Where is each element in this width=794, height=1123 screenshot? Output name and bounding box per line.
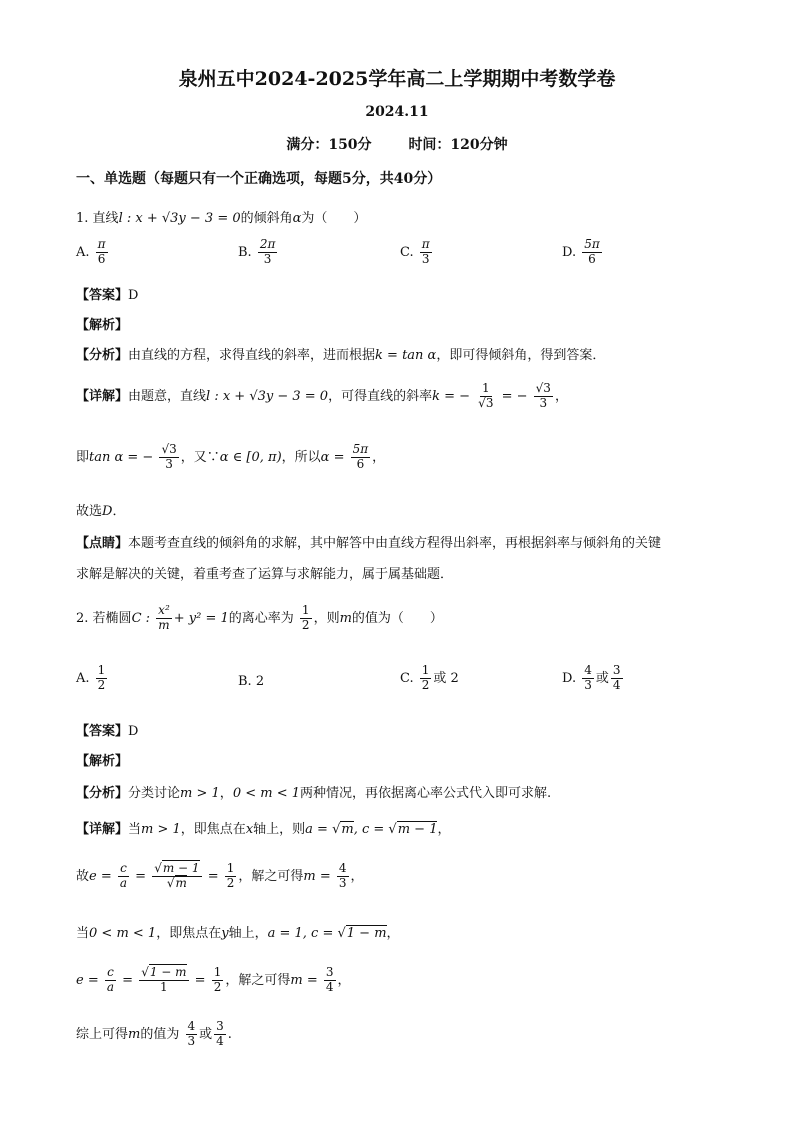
q1-answer: 【答案】D — [76, 288, 139, 303]
score-time-line — [0, 134, 794, 154]
q1-option-d: D. $\frac{5\pi}{6}$ — [562, 237, 600, 266]
q2-conclusion: 综上可得m的值为 $\frac{4}{3}$ 或 $\frac{3}{4}$ . — [76, 1019, 232, 1048]
q2-detail-line2: 故e = $\frac{c}{a}$ = $\frac{√m - 1}{√m}$ = $\frac{1}{2}$ ，解之可得m = $\frac{4}{3}$ ， — [76, 861, 364, 890]
q2-answer: 【答案】D — [76, 724, 139, 739]
q2-option-a: A. $\frac{1}{2}$ — [76, 663, 106, 692]
q1-stem: 1. 直线l : x + √3y − 3 = 0的倾斜角α为（ ） — [76, 211, 367, 226]
q2-detail-line4: e = $\frac{c}{a}$ = $\frac{√1 - m}{1}$ = $\frac{1}{2}$ ，解之可得m = $\frac{3}{4}$ ， — [76, 965, 351, 994]
q2-option-b: B. 2 — [238, 674, 265, 689]
q2-detail-line3: 当0 < m < 1，即焦点在y轴上，a = 1, c = √1 − m， — [76, 926, 400, 941]
q1-option-b: B. $\frac{2\pi}{3}$ — [238, 237, 276, 266]
q1-choose: 故选D． — [76, 504, 126, 519]
q1-option-a: A. $\frac{\pi}{6}$ — [76, 237, 106, 266]
exam-time: 时间：120分钟 — [408, 137, 508, 153]
exam-date: 2024.11 — [365, 104, 429, 120]
q2-analysis-tag: 【解析】 — [76, 754, 129, 769]
q1-comment-line2: 求解是解决的关键，着重考查了运算与求解能力，属于属基础题． — [76, 567, 454, 582]
q1-detail: 【详解】由题意，直线l : x + √3y − 3 = 0，可得直线的斜率k = − $\frac{1}{√3}$ = − $\frac{√3}{3}$ ， — [76, 381, 568, 410]
q1-detail-line2: 即tan α = − $\frac{√3}{3}$ ，又∵α ∈ [0, π)，所以α = $\frac{5\pi}{6}$ ， — [76, 442, 386, 471]
q2-stem: 2. 若椭圆C : $\frac{\text{x²}}{m}$ + y² = 1的离心率为 $\frac{1}{2}$ ，则m的值为（ ） — [76, 603, 443, 632]
full-score: 满分：150分 — [286, 137, 372, 153]
page-title: 泉州五中2024-2025学年高二上学期期中考数学卷 — [178, 68, 616, 90]
q1-fenxi: 【分析】由直线的方程，求得直线的斜率，进而根据k = tan α，即可得倾斜角，得到答案． — [76, 348, 606, 363]
q1-analysis-tag: 【解析】 — [76, 318, 129, 333]
q1-comment: 【点睛】本题考查直线的倾斜角的求解，其中解答中由直线方程得出斜率，再根据斜率与倾斜角的关键 — [76, 536, 662, 551]
section-heading: 一、单选题（每题只有一个正确选项，每题5分，共40分） — [76, 171, 442, 187]
q2-detail: 【详解】当m > 1，即焦点在x轴上，则a = √m, c = √m − 1， — [76, 822, 451, 837]
q2-option-c: C. $\frac{1}{2}$ 或 2 — [400, 663, 459, 692]
q2-option-d: D. $\frac{4}{3}$ 或 $\frac{3}{4}$ — [562, 663, 621, 692]
q1-option-c: C. $\frac{\pi}{3}$ — [400, 237, 430, 266]
q2-fenxi: 【分析】分类讨论m > 1，0 < m < 1两种情况，再依据离心率公式代入即可求解. — [76, 786, 552, 801]
